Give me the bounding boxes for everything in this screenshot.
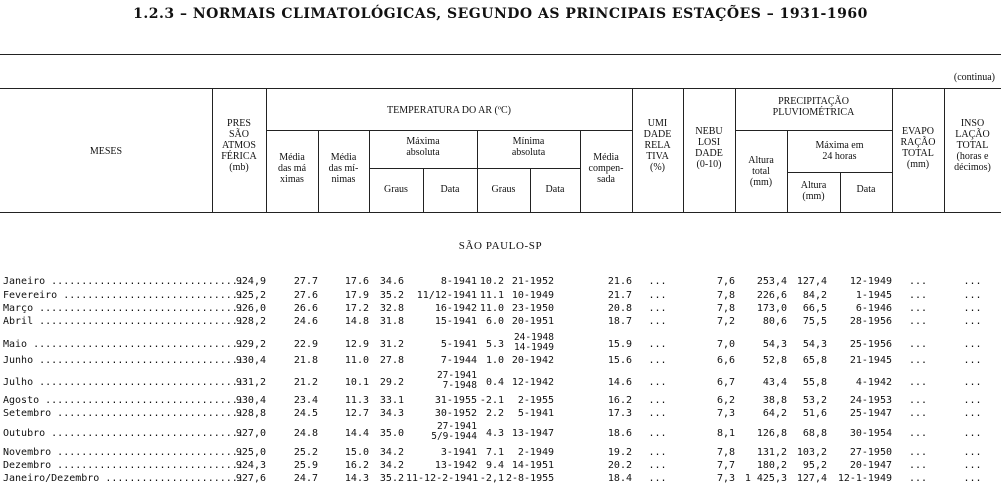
cell-minima-graus: -2.1 bbox=[479, 395, 504, 406]
sub-rule bbox=[787, 172, 892, 173]
cell-umidade: ... bbox=[648, 460, 667, 471]
cell-evaporacao: ... bbox=[908, 447, 928, 458]
cell-media-compensada: 15.9 bbox=[607, 339, 632, 350]
table-row bbox=[0, 316, 1001, 328]
cell-media-compensada: 17.3 bbox=[607, 408, 632, 419]
cell-altura-24h: 84,2 bbox=[802, 290, 827, 301]
cell-umidade: ... bbox=[648, 339, 667, 350]
cell-minima-graus: 5.3 bbox=[485, 339, 504, 350]
cell-evaporacao: ... bbox=[908, 355, 928, 366]
cell-media-maximas: 21.8 bbox=[293, 355, 318, 366]
header-pressao: PRES SÃO ATMOS FÉRICA (mb) bbox=[221, 118, 257, 173]
sub-rule bbox=[369, 168, 580, 169]
table-row bbox=[0, 370, 1001, 391]
cell-evaporacao: ... bbox=[908, 395, 928, 406]
cell-data-24h: 20-1947 bbox=[849, 460, 892, 471]
cell-altura-24h: 127,4 bbox=[796, 473, 827, 484]
cell-umidade: ... bbox=[648, 355, 667, 366]
cell-media-maximas: 22.9 bbox=[293, 339, 318, 350]
table-row bbox=[0, 276, 1001, 288]
cell-media-maximas: 24.6 bbox=[293, 316, 318, 327]
cell-media-minimas: 14.4 bbox=[344, 428, 369, 439]
header-insolacao: INSO LAÇÃO TOTAL (horas e décimos) bbox=[954, 118, 991, 173]
cell-umidade: ... bbox=[648, 395, 667, 406]
cell-data-24h: 25-1947 bbox=[849, 408, 892, 419]
cell-umidade: ... bbox=[648, 408, 667, 419]
cell-data-24h: 12-1949 bbox=[849, 276, 892, 287]
cell-minima-graus: 6.0 bbox=[485, 316, 504, 327]
cell-altura-24h: 66,5 bbox=[802, 303, 827, 314]
sub-rule bbox=[735, 130, 892, 131]
cell-data-24h: 27-1950 bbox=[849, 447, 892, 458]
cell-media-maximas: 24.5 bbox=[293, 408, 318, 419]
cell-altura-total: 54,3 bbox=[762, 339, 787, 350]
cell-minima-data: 21-1952 bbox=[511, 276, 554, 287]
cell-maxima-graus: 31.2 bbox=[379, 339, 404, 350]
cell-evaporacao: ... bbox=[908, 276, 928, 287]
cell-month: Março .................................. bbox=[3, 303, 244, 314]
cell-media-minimas: 16.2 bbox=[344, 460, 369, 471]
cell-minima-graus: 11.1 bbox=[479, 290, 504, 301]
cell-altura-total: 64,2 bbox=[762, 408, 787, 419]
cell-pressao: 928,2 bbox=[235, 316, 266, 327]
cell-nebulosidade: 7,0 bbox=[716, 339, 735, 350]
table-row bbox=[0, 421, 1001, 442]
cell-maxima-graus: 33.1 bbox=[379, 395, 404, 406]
cell-minima-data: 23-1950 bbox=[511, 303, 554, 314]
cell-umidade: ... bbox=[648, 276, 667, 287]
cell-evaporacao: ... bbox=[908, 339, 928, 350]
cell-data-24h: 28-1956 bbox=[849, 316, 892, 327]
cell-month: Fevereiro .............................. bbox=[3, 290, 244, 301]
cell-maxima-graus: 27.8 bbox=[379, 355, 404, 366]
cell-nebulosidade: 7,7 bbox=[716, 460, 735, 471]
cell-maxima-data: 13-1942 bbox=[434, 460, 477, 471]
cell-maxima-data: 11/12-1941 bbox=[416, 290, 477, 301]
cell-media-maximas: 24.8 bbox=[293, 428, 318, 439]
continua-label: (continua) bbox=[953, 72, 995, 83]
cell-nebulosidade: 7,2 bbox=[716, 316, 735, 327]
table-row bbox=[0, 447, 1001, 459]
cell-pressao: 927,6 bbox=[235, 473, 266, 484]
header-nebulosidade: NEBU LOSI DADE (0-10) bbox=[695, 126, 723, 170]
cell-month: Julho .................................. bbox=[3, 377, 244, 388]
cell-minima-data: 10-1949 bbox=[511, 290, 554, 301]
cell-media-minimas: 17.9 bbox=[344, 290, 369, 301]
cell-maxima-data: 27-1941 bbox=[436, 370, 477, 381]
cell-altura-total: 226,6 bbox=[756, 290, 787, 301]
cell-month: Maio ................................... bbox=[3, 339, 244, 350]
cell-nebulosidade: 6,6 bbox=[716, 355, 735, 366]
cell-insolacao: ... bbox=[963, 377, 982, 388]
table-row bbox=[0, 290, 1001, 302]
cell-insolacao: ... bbox=[963, 276, 982, 287]
cell-media-minimas: 17.2 bbox=[344, 303, 369, 314]
cell-media-compensada: 16.2 bbox=[607, 395, 632, 406]
cell-month: Outubro ................................ bbox=[3, 428, 244, 439]
cell-media-minimas: 17.6 bbox=[344, 276, 369, 287]
cell-umidade: ... bbox=[648, 447, 667, 458]
header-top-rule bbox=[0, 88, 1001, 89]
cell-minima-data: 2-1949 bbox=[517, 447, 554, 458]
cell-month: Abril .................................. bbox=[3, 316, 244, 327]
header-media-maximas: Média das má ximas bbox=[277, 152, 307, 185]
cell-data-24h: 12-1-1949 bbox=[837, 473, 892, 484]
header-data-min: Data bbox=[545, 184, 565, 195]
cell-insolacao: ... bbox=[963, 316, 982, 327]
table-row bbox=[0, 355, 1001, 367]
cell-maxima-data: 7-1944 bbox=[440, 355, 477, 366]
table-row bbox=[0, 332, 1001, 353]
cell-evaporacao: ... bbox=[908, 377, 928, 388]
cell-altura-total: 180,2 bbox=[756, 460, 787, 471]
cell-media-compensada: 15.6 bbox=[607, 355, 632, 366]
cell-pressao: 929,2 bbox=[235, 339, 266, 350]
table-row bbox=[0, 408, 1001, 420]
cell-minima-graus: 10.2 bbox=[479, 276, 504, 287]
cell-altura-24h: 53,2 bbox=[802, 395, 827, 406]
cell-altura-total: 38,8 bbox=[762, 395, 787, 406]
cell-media-compensada: 18.7 bbox=[607, 316, 632, 327]
header-maxima-24h: Máxima em 24 horas bbox=[815, 140, 864, 162]
cell-nebulosidade: 7,8 bbox=[716, 303, 735, 314]
cell-media-compensada: 21.6 bbox=[607, 276, 632, 287]
cell-maxima-graus: 34.2 bbox=[379, 447, 404, 458]
table-title: 1.2.3 – NORMAIS CLIMATOLÓGICAS, SEGUNDO AS PRINCIPAIS ESTAÇÕES – 1931-1960 bbox=[133, 6, 868, 22]
cell-maxima-data: 11-12-2-1941 bbox=[406, 473, 479, 484]
cell-data-24h: 25-1956 bbox=[849, 339, 892, 350]
cell-evaporacao: ... bbox=[908, 303, 928, 314]
cell-data-24h: 21-1945 bbox=[849, 355, 892, 366]
cell-umidade: ... bbox=[648, 473, 667, 484]
cell-media-minimas: 11.0 bbox=[344, 355, 369, 366]
cell-evaporacao: ... bbox=[908, 428, 928, 439]
cell-minima-graus: 9.4 bbox=[485, 460, 504, 471]
cell-nebulosidade: 6,7 bbox=[716, 377, 735, 388]
cell-media-minimas: 10.1 bbox=[344, 377, 369, 388]
cell-minima-graus: 4.3 bbox=[485, 428, 504, 439]
cell-evaporacao: ... bbox=[908, 408, 928, 419]
header-graus-max: Graus bbox=[384, 184, 408, 195]
cell-media-minimas: 14.3 bbox=[344, 473, 369, 484]
cell-pressao: 927,0 bbox=[235, 428, 266, 439]
cell-pressao: 930,4 bbox=[235, 395, 266, 406]
header-minima-absoluta: Mínima absoluta bbox=[511, 136, 546, 158]
cell-maxima-graus: 34.6 bbox=[379, 276, 404, 287]
cell-insolacao: ... bbox=[963, 303, 982, 314]
cell-umidade: ... bbox=[648, 428, 667, 439]
cell-insolacao: ... bbox=[963, 408, 982, 419]
cell-pressao: 926,0 bbox=[235, 303, 266, 314]
cell-minima-data: 24-1948 bbox=[513, 332, 554, 343]
cell-altura-24h: 55,8 bbox=[802, 377, 827, 388]
header-media-minimas: Média das mí- nimas bbox=[328, 152, 359, 185]
cell-media-compensada: 18.4 bbox=[607, 473, 632, 484]
cell-maxima-data: 7-1948 bbox=[442, 380, 477, 391]
cell-maxima-graus: 35.2 bbox=[379, 290, 404, 301]
cell-altura-24h: 65,8 bbox=[802, 355, 827, 366]
cell-month: Setembro ............................... bbox=[3, 408, 244, 419]
cell-media-maximas: 25.2 bbox=[293, 447, 318, 458]
cell-minima-graus: 11.0 bbox=[479, 303, 504, 314]
cell-pressao: 925,0 bbox=[235, 447, 266, 458]
cell-maxima-graus: 34.2 bbox=[379, 460, 404, 471]
cell-media-maximas: 27.6 bbox=[293, 290, 318, 301]
cell-media-maximas: 24.7 bbox=[293, 473, 318, 484]
cell-altura-24h: 68,8 bbox=[802, 428, 827, 439]
cell-maxima-data: 8-1941 bbox=[440, 276, 477, 287]
cell-altura-total: 126,8 bbox=[756, 428, 787, 439]
cell-minima-data: 2-8-1955 bbox=[506, 473, 555, 484]
cell-maxima-data: 15-1941 bbox=[434, 316, 477, 327]
cell-altura-24h: 103,2 bbox=[796, 447, 827, 458]
cell-maxima-data: 16-1942 bbox=[434, 303, 477, 314]
cell-evaporacao: ... bbox=[908, 460, 928, 471]
cell-data-24h: 24-1953 bbox=[849, 395, 892, 406]
cell-altura-24h: 95,2 bbox=[802, 460, 827, 471]
cell-media-maximas: 26.6 bbox=[293, 303, 318, 314]
cell-umidade: ... bbox=[648, 303, 667, 314]
cell-altura-total: 253,4 bbox=[756, 276, 787, 287]
cell-minima-graus: -2,1 bbox=[479, 473, 504, 484]
cell-insolacao: ... bbox=[963, 339, 982, 350]
cell-maxima-graus: 29.2 bbox=[379, 377, 404, 388]
cell-media-compensada: 20.8 bbox=[607, 303, 632, 314]
cell-pressao: 924,3 bbox=[235, 460, 266, 471]
cell-data-24h: 1-1945 bbox=[855, 290, 892, 301]
cell-maxima-graus: 35.0 bbox=[379, 428, 404, 439]
cell-nebulosidade: 7,3 bbox=[716, 408, 735, 419]
cell-insolacao: ... bbox=[963, 473, 982, 484]
cell-nebulosidade: 7,8 bbox=[716, 447, 735, 458]
cell-minima-graus: 0.4 bbox=[485, 377, 504, 388]
cell-minima-data: 13-1947 bbox=[511, 428, 554, 439]
cell-nebulosidade: 7,6 bbox=[716, 276, 735, 287]
cell-evaporacao: ... bbox=[908, 473, 928, 484]
cell-altura-total: 80,6 bbox=[762, 316, 787, 327]
cell-media-minimas: 15.0 bbox=[344, 447, 369, 458]
cell-minima-data: 14-1951 bbox=[511, 460, 554, 471]
cell-altura-24h: 127,4 bbox=[796, 276, 827, 287]
cell-media-minimas: 11.3 bbox=[344, 395, 369, 406]
cell-media-minimas: 12.7 bbox=[344, 408, 369, 419]
table-row bbox=[0, 460, 1001, 472]
header-meses: MESES bbox=[89, 146, 123, 157]
cell-altura-total: 43,4 bbox=[762, 377, 787, 388]
header-altura-total: Altura total (mm) bbox=[748, 155, 774, 188]
cell-month: Janeiro/Dezembro ....................... bbox=[3, 473, 244, 484]
cell-maxima-data: 5/9-1944 bbox=[431, 431, 477, 442]
header-data-max: Data bbox=[440, 184, 460, 195]
cell-evaporacao: ... bbox=[908, 290, 928, 301]
cell-media-compensada: 20.2 bbox=[607, 460, 632, 471]
cell-pressao: 931,2 bbox=[235, 377, 266, 388]
cell-month: Dezembro ............................... bbox=[3, 460, 244, 471]
cell-altura-24h: 51,6 bbox=[802, 408, 827, 419]
cell-month: Junho .................................. bbox=[3, 355, 244, 366]
cell-month: Agosto ................................. bbox=[3, 395, 244, 406]
cell-minima-data: 20-1951 bbox=[511, 316, 554, 327]
cell-nebulosidade: 7,3 bbox=[716, 473, 735, 484]
cell-media-compensada: 14.6 bbox=[607, 377, 632, 388]
cell-maxima-graus: 32.8 bbox=[379, 303, 404, 314]
cell-maxima-data: 3-1941 bbox=[440, 447, 477, 458]
cell-minima-data: 14-1949 bbox=[513, 342, 554, 353]
cell-maxima-data: 30-1952 bbox=[434, 408, 477, 419]
cell-nebulosidade: 6,2 bbox=[716, 395, 735, 406]
cell-insolacao: ... bbox=[963, 447, 982, 458]
station-heading: SÃO PAULO-SP bbox=[458, 240, 543, 252]
cell-media-minimas: 12.9 bbox=[344, 339, 369, 350]
cell-nebulosidade: 8,1 bbox=[716, 428, 735, 439]
cell-altura-total: 1 425,3 bbox=[744, 473, 787, 484]
cell-altura-total: 52,8 bbox=[762, 355, 787, 366]
cell-data-24h: 4-1942 bbox=[855, 377, 892, 388]
cell-pressao: 928,8 bbox=[235, 408, 266, 419]
sub-rule bbox=[266, 130, 632, 131]
cell-pressao: 930,4 bbox=[235, 355, 266, 366]
cell-pressao: 925,2 bbox=[235, 290, 266, 301]
header-media-compensada: Média compen- sada bbox=[588, 152, 624, 185]
header-data-24h: Data bbox=[856, 184, 876, 195]
cell-minima-data: 5-1941 bbox=[517, 408, 554, 419]
cell-evaporacao: ... bbox=[908, 316, 928, 327]
cell-minima-graus: 1.0 bbox=[485, 355, 504, 366]
cell-umidade: ... bbox=[648, 377, 667, 388]
table-row bbox=[0, 303, 1001, 315]
cell-media-compensada: 18.6 bbox=[607, 428, 632, 439]
cell-umidade: ... bbox=[648, 316, 667, 327]
top-rule bbox=[0, 54, 1001, 55]
table-row bbox=[0, 395, 1001, 407]
cell-minima-data: 2-1955 bbox=[517, 395, 554, 406]
cell-media-maximas: 25.9 bbox=[293, 460, 318, 471]
cell-insolacao: ... bbox=[963, 290, 982, 301]
cell-media-minimas: 14.8 bbox=[344, 316, 369, 327]
cell-data-24h: 30-1954 bbox=[849, 428, 892, 439]
header-graus-min: Graus bbox=[491, 184, 516, 195]
cell-insolacao: ... bbox=[963, 460, 982, 471]
header-maxima-absoluta: Máxima absoluta bbox=[406, 136, 440, 158]
cell-minima-graus: 2.2 bbox=[485, 408, 504, 419]
cell-media-maximas: 27.7 bbox=[293, 276, 318, 287]
header-temperatura: TEMPERATURA DO AR (ºC) bbox=[387, 105, 511, 116]
cell-insolacao: ... bbox=[963, 395, 982, 406]
cell-altura-total: 173,0 bbox=[756, 303, 787, 314]
cell-maxima-data: 27-1941 bbox=[436, 421, 477, 432]
header-altura: Altura (mm) bbox=[800, 180, 827, 202]
cell-nebulosidade: 7,8 bbox=[716, 290, 735, 301]
cell-minima-graus: 7.1 bbox=[485, 447, 504, 458]
cell-umidade: ... bbox=[648, 290, 667, 301]
header-umidade: UMI DADE RELA TIVA (%) bbox=[643, 118, 672, 173]
cell-maxima-data: 31-1955 bbox=[434, 395, 477, 406]
cell-media-maximas: 21.2 bbox=[293, 377, 318, 388]
table-row bbox=[0, 473, 1001, 485]
cell-insolacao: ... bbox=[963, 355, 982, 366]
cell-minima-data: 20-1942 bbox=[511, 355, 554, 366]
cell-maxima-data: 5-1941 bbox=[440, 339, 477, 350]
cell-month: Novembro ............................... bbox=[3, 447, 244, 458]
cell-altura-24h: 75,5 bbox=[802, 316, 827, 327]
header-bottom-rule bbox=[0, 212, 1001, 213]
cell-altura-24h: 54,3 bbox=[802, 339, 827, 350]
cell-data-24h: 6-1946 bbox=[855, 303, 892, 314]
cell-insolacao: ... bbox=[963, 428, 982, 439]
cell-month: Janeiro ................................ bbox=[3, 276, 244, 287]
cell-minima-data: 12-1942 bbox=[511, 377, 554, 388]
cell-maxima-graus: 31.8 bbox=[379, 316, 404, 327]
cell-media-compensada: 21.7 bbox=[607, 290, 632, 301]
cell-pressao: 924,9 bbox=[235, 276, 266, 287]
cell-altura-total: 131,2 bbox=[756, 447, 787, 458]
cell-media-maximas: 23.4 bbox=[293, 395, 318, 406]
header-evaporacao: EVAPO RAÇÃO TOTAL (mm) bbox=[900, 126, 936, 170]
cell-maxima-graus: 35.2 bbox=[379, 473, 404, 484]
cell-maxima-graus: 34.3 bbox=[379, 408, 404, 419]
header-precipitacao: PRECIPITAÇÃO PLUVIOMÉTRICA bbox=[772, 96, 855, 118]
cell-media-compensada: 19.2 bbox=[607, 447, 632, 458]
